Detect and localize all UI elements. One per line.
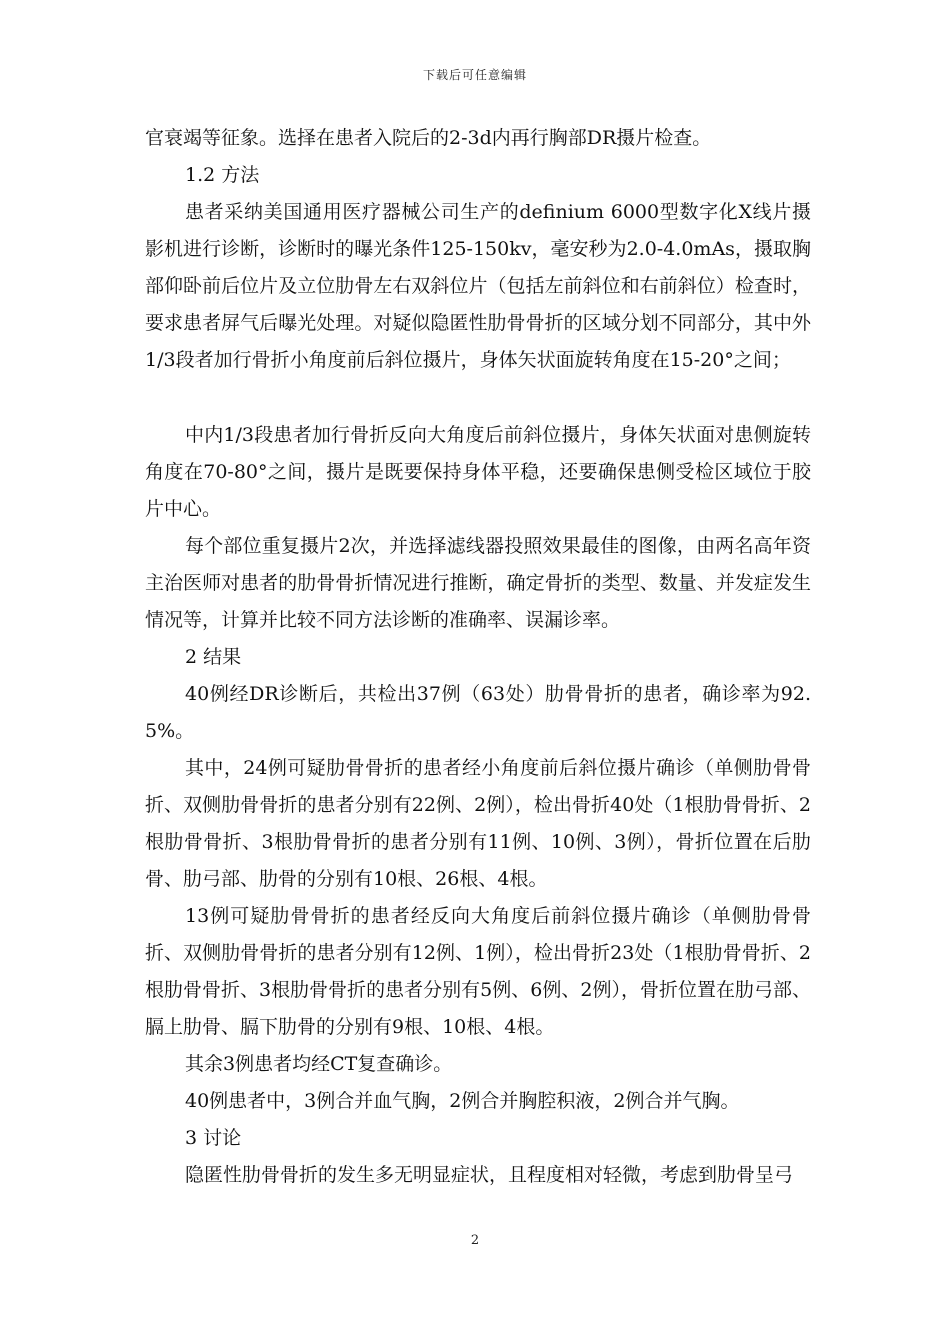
paragraph-results-large-angle: 13例可疑肋骨骨折的患者经反向大角度后前斜位摄片确诊（单侧肋骨骨折、双侧肋骨骨折的患者分别有12例、1例），检出骨折23处（1根肋骨骨折、2根肋骨骨折、3根肋骨骨折的患者分别有5例、6例、2例），骨折位置在肋弓部、膈上肋骨、膈下肋骨的分别有9根、10根、4根。 [145, 905, 811, 1038]
paragraph-methods-middle-third: 中内1/3段患者加行骨折反向大角度后前斜位摄片，身体矢状面对患侧旋转角度在70-80°之间，摄片是既要保持身体平稳，还要确保患侧受检区域位于胶片中心。 [145, 424, 811, 520]
section-heading-results: 2 结果 [185, 646, 242, 668]
document-body [145, 120, 811, 1194]
paragraph-gap [145, 379, 811, 417]
paragraph-methods-equipment: 患者采纳美国通用医疗器械公司生产的definium 6000型数字化X线片摄影机进行诊断，诊断时的曝光条件125-150kv，毫安秒为2.0-4.0mAs，摄取胸部仰卧前后位片及立位肋骨左右双斜位片（包括左前斜位和右前斜位）检查时，要求患者屏气后曝光处理。对疑似隐匿性肋骨骨折的区域分划不同部分，其中外1/3段者加行骨折小角度前后斜位摄片，身体矢状面旋转角度在15-20°之间； [145, 201, 811, 371]
section-heading-discussion: 3 讨论 [185, 1127, 242, 1149]
paragraph-methods-repeat: 每个部位重复摄片2次，并选择滤线器投照效果最佳的图像，由两名高年资主治医师对患者的肋骨骨折情况进行推断，确定骨折的类型、数量、并发症发生情况等，计算并比较不同方法诊断的准确率、误漏诊率。 [145, 535, 811, 631]
paragraph-discussion: 隐匿性肋骨骨折的发生多无明显症状，且程度相对轻微，考虑到肋骨呈弓 [185, 1164, 794, 1186]
section-heading-methods: 1.2 方法 [185, 164, 260, 186]
paragraph-results-complications: 40例患者中，3例合并血气胸，2例合并胸腔积液，2例合并气胸。 [185, 1090, 740, 1112]
paragraph-results-small-angle: 其中，24例可疑肋骨骨折的患者经小角度前后斜位摄片确诊（单侧肋骨骨折、双侧肋骨骨折的患者分别有22例、2例），检出骨折40处（1根肋骨骨折、2根肋骨骨折、3根肋骨骨折的患者分别有11例、10例、3例），骨折位置在后肋骨、肋弓部、肋骨的分别有10根、26根、4根。 [145, 757, 811, 890]
page-number: 2 [470, 1233, 480, 1248]
paragraph-results-ct: 其余3例患者均经CT复查确诊。 [185, 1053, 453, 1075]
paragraph-results-summary: 40例经DR诊断后，共检出37例（63处）肋骨骨折的患者，确诊率为92.5%。 [145, 683, 811, 742]
paragraph-continuation: 官衰竭等征象。选择在患者入院后的2-3d内再行胸部DR摄片检查。 [145, 127, 712, 149]
page-header: 下载后可任意编辑 [422, 68, 527, 82]
